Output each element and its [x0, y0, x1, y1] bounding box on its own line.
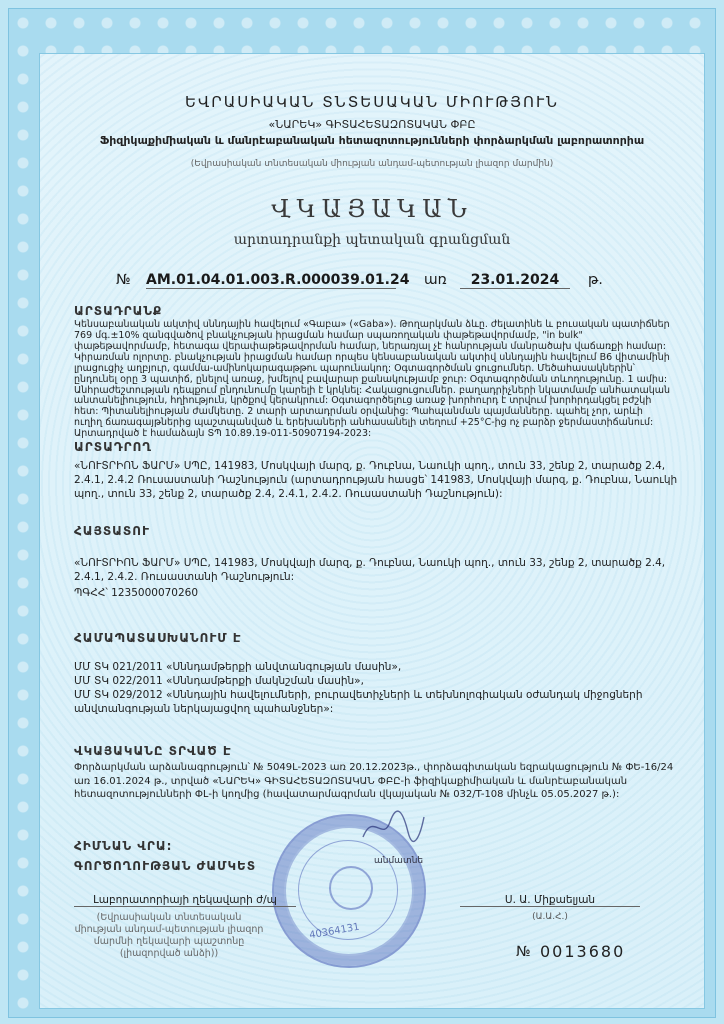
date-prefix: առ — [424, 272, 447, 288]
certificate-body — [39, 53, 705, 1009]
manufacturer-address: «ՆՈՒՏՐԻՈՆ ՖԱՐՄ» ՍՊԸ, 141983, Մոսկվայի մարզ, ք. Դուբնա, Նաուկի պող., տուն 33, շենք 2, տարածք 2.4, 2.4.1, 2.4.2 Ռուսաստանի Դաշնություն (արտադրության հասցե՝ 141983, Մոսկվայի մարզ, ք. Դուբնա, Նաուկի պող., տուն 33, շենք 2, տարածք 2.4, 2.4.1, 2.4.2. Ռուսաստանի Դաշնություն): — [74, 460, 678, 501]
compliance-line: ՄՄ ՏԿ 021/2011 «Սննդամթերքի անվտանգության մասին», — [74, 661, 402, 673]
document-title: ՎԿԱՅԱԿԱՆ — [271, 195, 473, 223]
registration-date: 23.01.2024 — [460, 272, 570, 289]
issued-basis: Փորձարկման արձանագրություն՝ № 5049L-2023 առ 20.12.2023թ., փորձագիտական եզրակացություն № ՓԵ-16/24 առ 16.01.2024 թ., տրված «ՆԱՐԵԿ» ԳԻՏԱՀԵՏԱԶՈՏԱԿԱՆ ՓԲԸ-ի ֆիզիկաքիմիական և մանրէաբանական հետազոտությունների ՓԼ-ի կողմից (հավատարմագրման վկայական № 032/T-108 մինչև 05.05.2027 թ.): — [74, 762, 674, 800]
document-subtitle: արտադրանքի պետական գրանցման — [233, 232, 511, 248]
laboratory-name: Ֆիզիկաքիմիական և մանրէաբանական հետազոտությունների փորձարկման լաբորատորիա — [99, 134, 645, 147]
product-description: Կենսաբանական ակտիվ սննդային հավելում «Գաբա» («Gaba»). Թողարկման ձևը. ժելատինե և բուսական պատիճներ 769 մգ.±10% զանգվածով բնակչության իրացման համար սպառողական փաթեթավորմամբ, "in bulk" փաթեթավորմամբ, հետագա վերափաթեթավորման համար, ներառյալ չէ հանրության մանրածախ վաճառքի համար: Կիրառման ոլորտը. բնակչության իրացման համար որպես կենսաբանական ակտիվ սննդային հավելում B6 վիտամինի լրացուցիչ աղբյուր, գամմա-ամինոկարագաթթու պարունակող: Օգտագործման ցուցումներ. Մեծահասակներին՝ ընդունել օրը 3 պատիճ, ընելով առաջ, խմելով բավարար քանակությամբ ջուր: Օգտագործման տևողությունը. 1 ամիս: Անհրաժեշտության դեպքում ընդունումը կարելի է կրկնել: Հակացուցումներ. բաղադրիչների նկատմամբ անհատական անտանելիություն, հղիություն, կրծքով կերակրում: Օգտագործելուց առաջ խորհուրդ է տրվում խորհրդակցել բժշկի հետ: Պիտանելիության ժամկետը. 2 տարի արտադրման օրվանից: Պահպանման պայմանները. պահել չոր, արևի ուղիղ ճառագայթներից պաշտպանված և երեխաների անհասանելի տեղում +25°C-ից ոչ բարձր ջերմաստիճանում: Արտադրված է համաձայն ՏՊ 10.89.19-011-50907194-2023: — [74, 319, 671, 440]
serial-number: 0013680 — [540, 942, 626, 961]
authority-position-caption: (Եվրասիական տնտեսական միության անդամ-պետության լիազոր մարմնի ղեկավարի պաշտոնը (լիազորված անձի)) — [74, 912, 264, 959]
applicant-address: «ՆՈՒՏՐԻՈՆ ՖԱՐՄ» ՍՊԸ, 141983, Մոսկվայի մարզ, ք. Դուբնա, Նաուկի պող., տուն 33, շենք 2, տարածք 2.4, 2.4.1, 2.4.2. Ռուսաստանի Դաշնություն: — [74, 557, 666, 584]
term-heading: ԳՈՐԾՈՂՈՒԹՅԱՆ ԺԱՄԿԵՏ — [74, 859, 257, 873]
basis-heading: ՀԻՄՆԱՆ ՎՐԱ: — [74, 839, 173, 853]
stamp-emblem-icon — [329, 866, 373, 910]
product-heading: ԱՐՏԱԴՐԱՆՔ — [74, 304, 163, 318]
certificate-border — [8, 8, 716, 1018]
signer-role: Լաբորատորիայի ղեկավարի ժ/պ — [74, 894, 296, 907]
compliance-line: ՄՄ ՏԿ 022/2011 «Սննդամթերքի մակնշման մասին», — [74, 675, 364, 687]
compliance-line: ՄՄ ՏԿ 029/2012 «Սննդային հավելումների, բուրավետիչների և տեխնոլոգիական օժանդակ միջոցների անվտանգության ներկայացվող պահանջներ»: — [74, 689, 643, 716]
number-sign: № — [116, 272, 131, 288]
date-suffix: թ. — [588, 272, 603, 288]
signer-name: Ս. Ա. Միքաելյան — [460, 894, 640, 907]
stamp-digits: 40364131 — [308, 921, 361, 942]
stamp-caption: անմատնե — [374, 856, 424, 866]
serial-sign: № — [516, 944, 531, 960]
authority-note: (Եվրասիական տնտեսական միության անդամ-պետության լիազոր մարմին) — [190, 159, 554, 169]
union-header: ԵՎՐԱՍԻԱԿԱՆ ՏՆՏԵՍԱԿԱՆ ՄԻՈՒԹՅՈՒՆ — [185, 93, 559, 111]
applicant-heading: ՀԱՅՏԱՏՈՒ — [74, 524, 150, 538]
manufacturer-heading: ԱՐՏԱԴՐՈՂ — [74, 440, 152, 454]
issued-heading: ՎԿԱՅԱԿԱՆԸ ՏՐՎԱԾ Է — [74, 744, 232, 758]
handwritten-signature — [358, 807, 428, 847]
signer-initials-caption: (Ա.Ա.Հ.) — [532, 912, 568, 922]
compliance-heading: ՀԱՄԱՊԱՏԱՍԽԱՆՈՒՄ Է — [74, 631, 242, 645]
organization-name: «ՆԱՐԵԿ» ԳԻՏԱՀԵՏԱԶՈՏԱԿԱՆ ՓԲԸ — [268, 118, 476, 131]
registration-number: AM.01.04.01.003.R.000039.01.24 — [146, 272, 410, 288]
applicant-id: ՊԳՀՀ՝ 1235000070260 — [74, 587, 199, 599]
